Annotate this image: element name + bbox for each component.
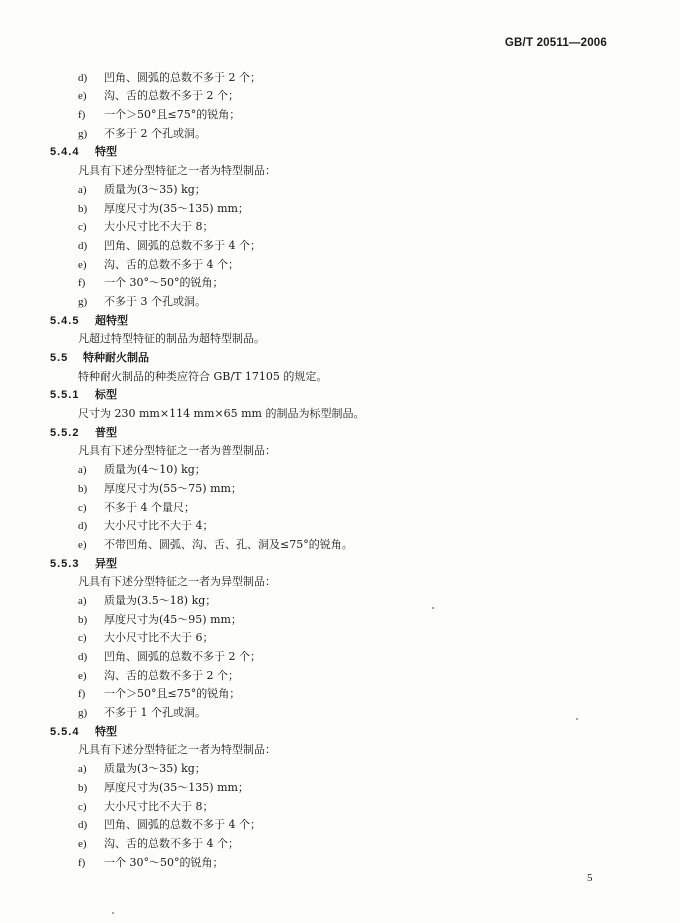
list-item [0, 237, 680, 256]
list-label: c) [78, 632, 87, 645]
scan-speck [432, 607, 434, 609]
section-heading [0, 312, 680, 331]
list-label: d) [78, 239, 88, 252]
list-text: 厚度尺寸为(45～95) mm； [104, 612, 242, 626]
list-text: 凹角、圆弧的总数不多于 4 个； [104, 238, 261, 252]
list-label: g) [78, 295, 88, 308]
list-item [0, 256, 680, 275]
list-text: 一个＞50°且≤75°的锐角； [104, 108, 241, 122]
list-label: f) [78, 688, 86, 701]
list-text: 厚度尺寸为(55～75) mm； [104, 481, 242, 495]
section-title: 特型 [95, 145, 117, 159]
list-label: d) [78, 71, 88, 84]
section-number: 5.5.1 [50, 389, 80, 402]
list-label: e) [78, 538, 87, 551]
list-text: 质量为(3.5～18) kg； [104, 593, 217, 607]
list-item [0, 499, 680, 518]
list-text: 不多于 2 个孔或洞。 [104, 126, 206, 140]
list-label: g) [78, 707, 88, 720]
paragraph: 特种耐火制品的种类应符合 GB/T 17105 的规定。 [78, 369, 328, 383]
list-label: e) [78, 258, 87, 271]
list-label: d) [78, 520, 88, 533]
list-text: 沟、舌的总数不多于 2 个； [104, 668, 239, 682]
list-label: d) [78, 819, 88, 832]
list-item [0, 704, 680, 723]
section-title: 特种耐火制品 [83, 351, 149, 364]
list-text: 沟、舌的总数不多于 4 个； [104, 836, 239, 850]
paragraph: 凡具有下述分型特征之一者为异型制品： [78, 575, 276, 589]
list-item [0, 293, 680, 312]
section-heading [0, 349, 680, 368]
list-label: c) [78, 221, 87, 234]
standard-number-header: GB/T 20511—2006 [504, 37, 607, 49]
list-item [0, 125, 680, 144]
section-heading [0, 424, 680, 443]
list-text: 一个 30°～50°的锐角； [104, 855, 224, 869]
list-item [0, 181, 680, 200]
list-text: 质量为(4～10) kg； [104, 463, 206, 477]
list-label: e) [78, 837, 87, 850]
section-title: 超特型 [95, 313, 128, 327]
page-number: 5 [587, 872, 593, 884]
section-number: 5.4.4 [50, 146, 80, 159]
list-label: g) [78, 127, 88, 140]
list-item [0, 218, 680, 237]
list-label: b) [78, 482, 88, 495]
paragraph: 凡具有下述分型特征之一者为特型制品： [78, 743, 276, 757]
list-item [0, 69, 680, 88]
section-number: 5.5.3 [50, 557, 80, 570]
list-label: a) [78, 464, 87, 477]
list-label: e) [78, 90, 87, 103]
section-heading [0, 723, 680, 742]
list-item [0, 592, 680, 611]
list-item [0, 835, 680, 854]
list-text: 沟、舌的总数不多于 4 个； [104, 257, 239, 271]
section-title: 普型 [95, 425, 117, 439]
list-text: 质量为(3～35) kg； [104, 182, 206, 196]
list-item [0, 648, 680, 667]
list-text: 凹角、圆弧的总数不多于 2 个； [104, 70, 261, 84]
list-text: 大小尺寸比不大于 6； [104, 631, 214, 645]
list-item [0, 816, 680, 835]
list-item [0, 106, 680, 125]
list-text: 大小尺寸比不大于 8； [104, 799, 214, 813]
list-label: c) [78, 501, 87, 514]
list-item [0, 461, 680, 480]
list-label: d) [78, 651, 88, 663]
list-label: a) [78, 183, 87, 196]
list-text: 一个 30°～50°的锐角； [104, 276, 224, 290]
list-item [0, 200, 680, 219]
section-title: 异型 [95, 556, 117, 570]
list-label: b) [78, 781, 88, 794]
list-text: 沟、舌的总数不多于 2 个； [104, 89, 239, 103]
document-body [0, 69, 680, 873]
section-heading [0, 386, 680, 405]
list-text: 不多于 4 个量尺； [104, 500, 195, 514]
list-label: c) [78, 800, 87, 813]
paragraph: 凡超过特型特征的制品为超特型制品。 [78, 332, 265, 346]
section-title: 标型 [95, 388, 117, 402]
section-number: 5.5.4 [50, 725, 80, 738]
list-label: f) [78, 277, 86, 290]
list-text: 不多于 3 个孔或洞。 [104, 294, 206, 308]
section-heading [0, 143, 680, 162]
section-number: 5.4.5 [50, 314, 80, 327]
list-text: 质量为(3～35) kg； [104, 762, 206, 776]
list-item [0, 667, 680, 686]
list-label: a) [78, 594, 87, 607]
list-item [0, 480, 680, 499]
list-item [0, 536, 680, 555]
list-item [0, 611, 680, 630]
list-item [0, 274, 680, 293]
list-label: f) [78, 109, 86, 122]
list-text: 不带凹角、圆弧、沟、舌、孔、洞及≤75°的锐角。 [104, 537, 353, 551]
section-number: 5.5 [50, 352, 69, 364]
list-item [0, 760, 680, 779]
scan-speck [112, 912, 114, 914]
list-item [0, 798, 680, 817]
paragraph: 尺寸为 230 mm×114 mm×65 mm 的制品为标型制品。 [78, 407, 365, 421]
list-text: 大小尺寸比不大于 8； [104, 220, 214, 234]
paragraph: 凡具有下述分型特征之一者为普型制品： [78, 444, 276, 458]
list-text: 凹角、圆弧的总数不多于 2 个； [104, 650, 261, 663]
list-label: b) [78, 202, 88, 215]
list-text: 大小尺寸比不大于 4； [104, 519, 214, 533]
list-item [0, 517, 680, 536]
section-title: 特型 [95, 724, 117, 738]
list-item [0, 779, 680, 798]
list-item [0, 629, 680, 648]
section-number: 5.5.2 [50, 426, 80, 439]
list-text: 厚度尺寸为(35～135) mm； [104, 780, 249, 794]
list-item [0, 87, 680, 106]
list-item [0, 685, 680, 704]
list-label: e) [78, 669, 87, 682]
list-text: 一个＞50°且≤75°的锐角； [104, 687, 241, 701]
list-label: b) [78, 613, 88, 626]
list-item [0, 854, 680, 873]
list-label: a) [78, 763, 87, 776]
section-heading [0, 555, 680, 574]
list-text: 凹角、圆弧的总数不多于 4 个； [104, 818, 261, 832]
scan-speck [576, 718, 578, 720]
list-text: 不多于 1 个孔或洞。 [104, 706, 206, 720]
paragraph: 凡具有下述分型特征之一者为特型制品： [78, 164, 276, 178]
list-text: 厚度尺寸为(35～135) mm； [104, 201, 249, 215]
list-label: f) [78, 856, 86, 869]
